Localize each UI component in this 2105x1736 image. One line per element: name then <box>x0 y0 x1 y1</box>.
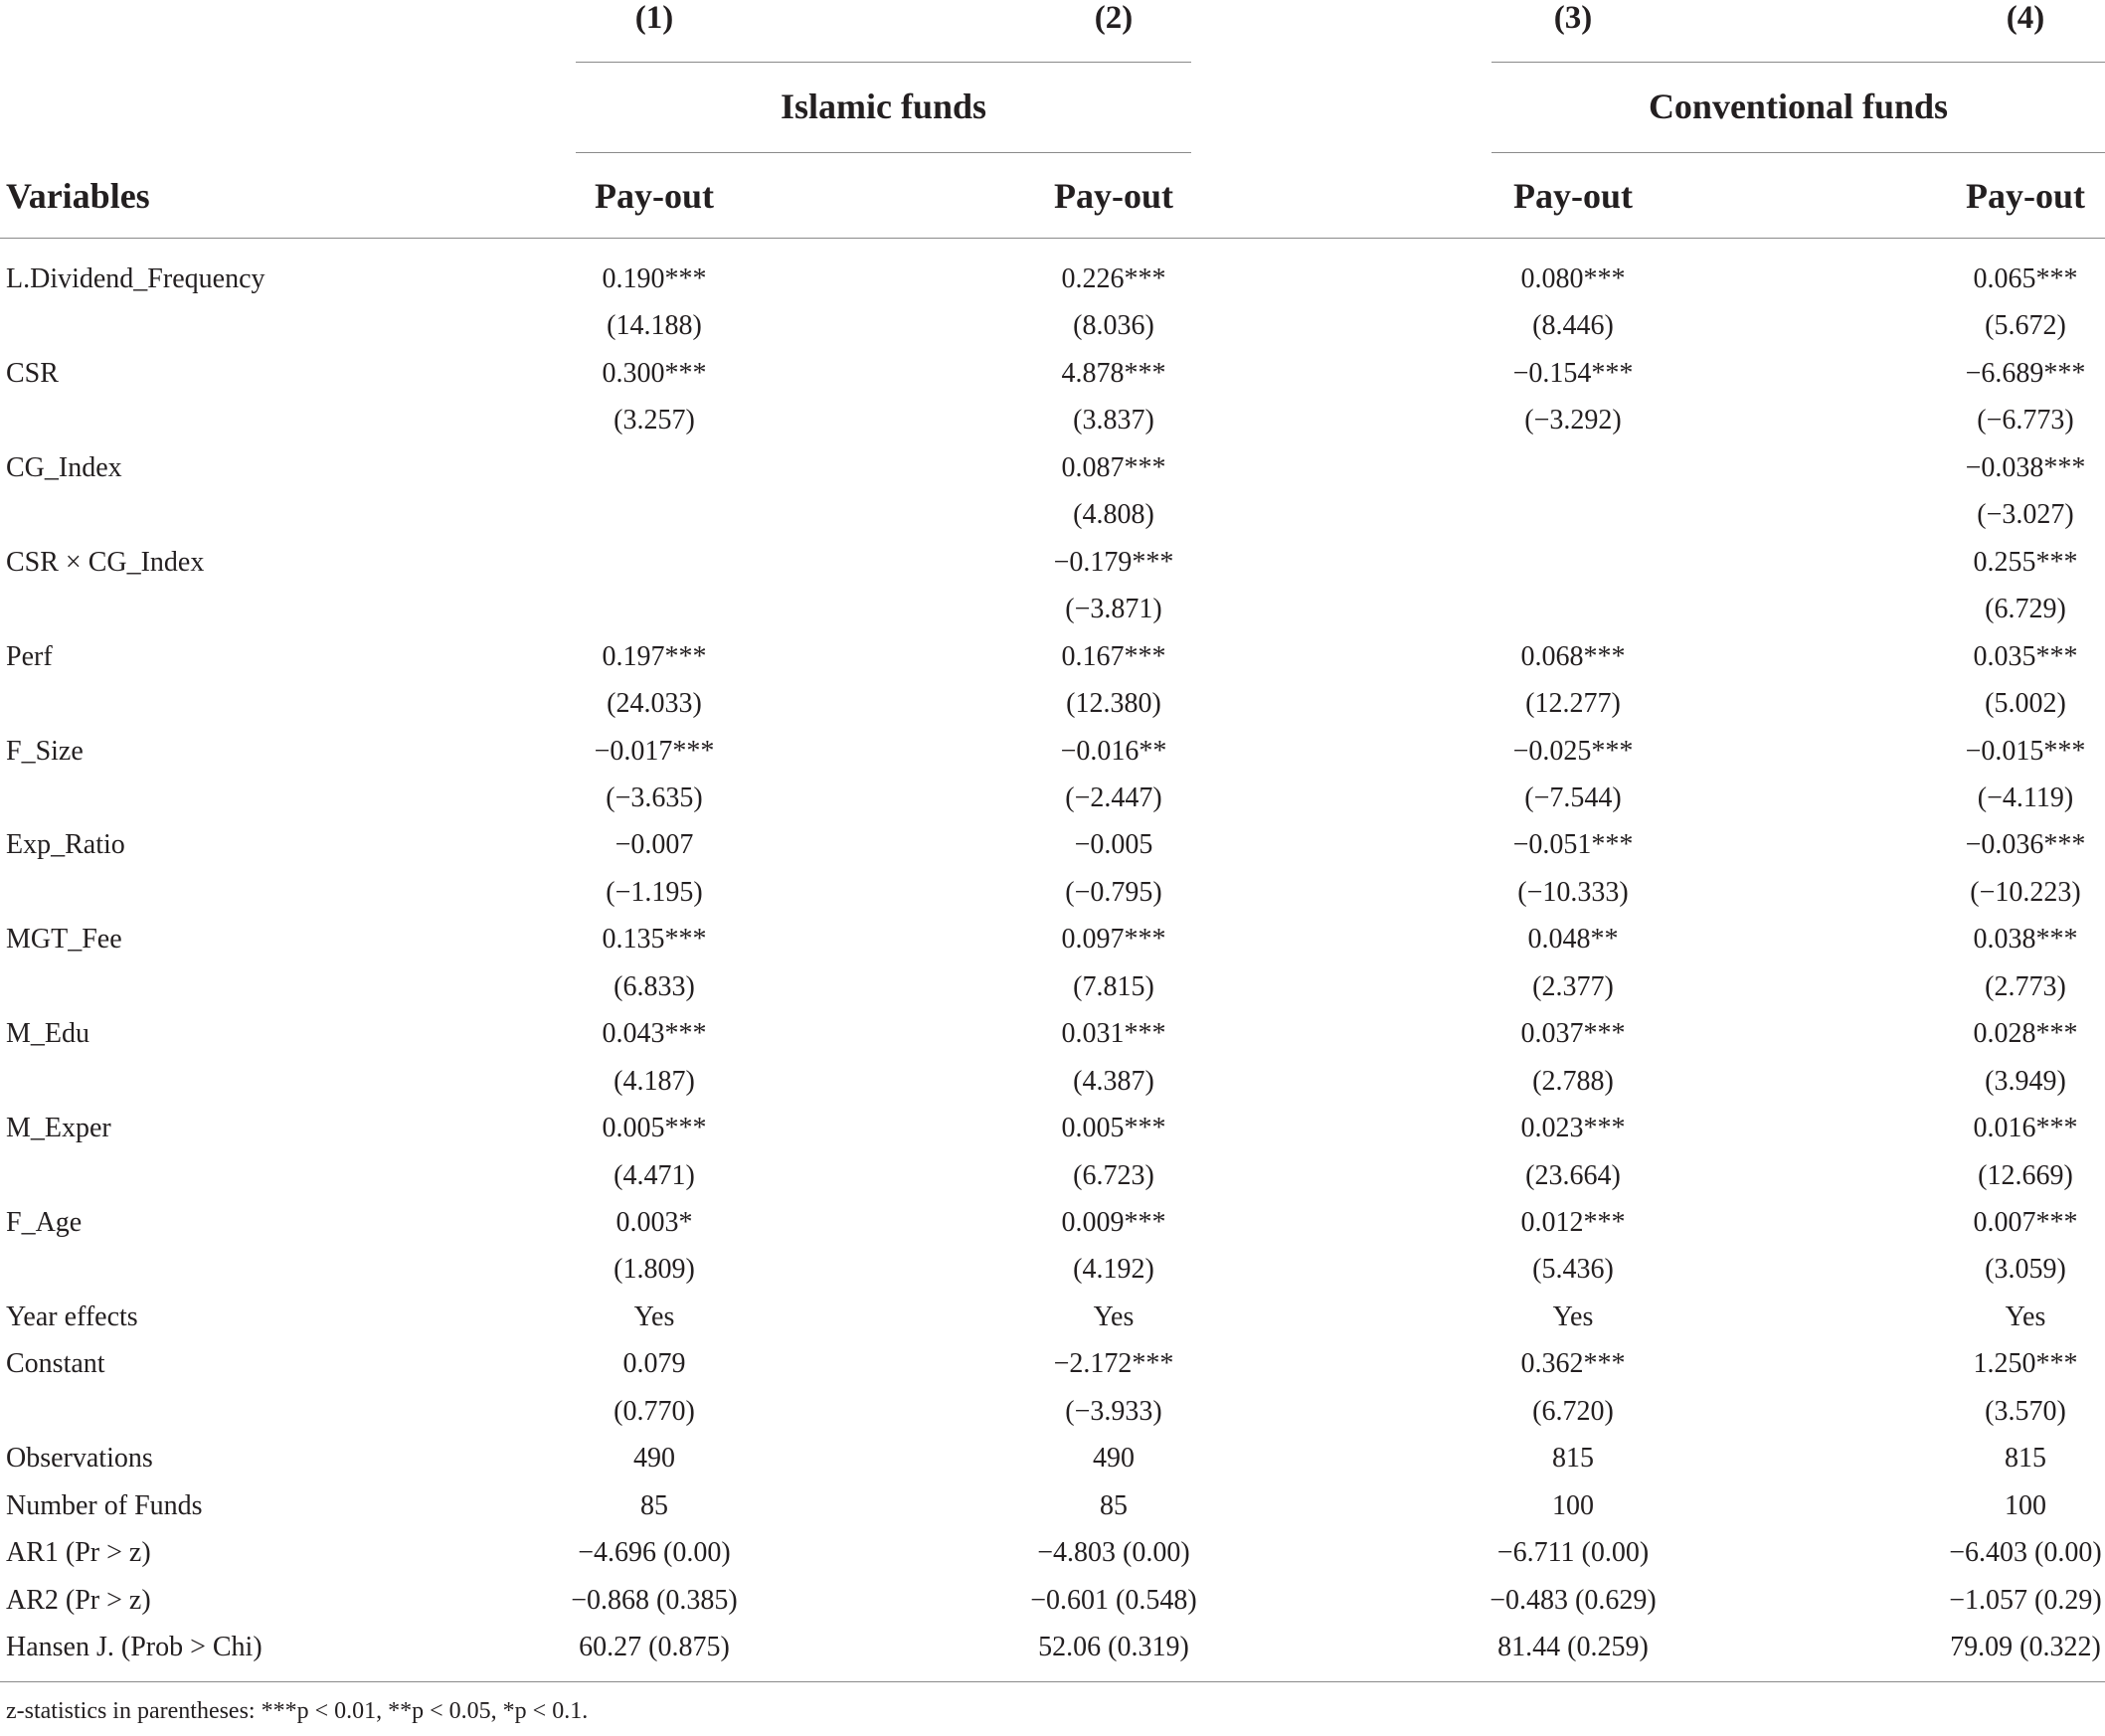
row-value-col-4: 0.016*** <box>1973 1113 2078 1144</box>
row-value-col-1: 0.190*** <box>602 263 707 294</box>
column-number-4: (4) <box>2006 0 2045 36</box>
row-label: Exp_Ratio <box>6 829 125 861</box>
row-label: M_Exper <box>6 1113 111 1144</box>
row-value-col-2: −0.016** <box>1060 735 1167 767</box>
islamic-group-bottom-rule <box>576 152 1191 153</box>
row-value-col-1: 60.27 (0.875) <box>579 1632 730 1663</box>
row-value-col-2: 490 <box>1093 1443 1135 1475</box>
row-value-col-1: (−1.195) <box>606 876 703 908</box>
row-value-col-3: (−10.333) <box>1517 876 1629 908</box>
row-value-col-2: (4.192) <box>1073 1254 1154 1286</box>
row-value-col-4: Yes <box>2005 1301 2046 1332</box>
row-value-col-1: 85 <box>640 1489 668 1521</box>
table-footnote: z-statistics in parentheses: ***p < 0.01, **p < 0.05, *p < 0.1. <box>6 1698 589 1724</box>
row-value-col-2: (4.387) <box>1073 1065 1154 1097</box>
row-label: L.Dividend_Frequency <box>6 263 265 294</box>
row-value-col-2: 52.06 (0.319) <box>1038 1632 1189 1663</box>
row-label: Perf <box>6 640 53 672</box>
row-value-col-4: −6.403 (0.00) <box>1949 1537 2102 1569</box>
conventional-group-bottom-rule <box>1491 152 2105 153</box>
row-value-col-2: 0.009*** <box>1061 1207 1166 1238</box>
row-label: M_Edu <box>6 1018 89 1050</box>
row-value-col-4: 815 <box>2005 1443 2046 1475</box>
row-value-col-3: −0.051*** <box>1512 829 1634 861</box>
row-value-col-1: (1.809) <box>614 1254 695 1286</box>
row-value-col-2: (4.808) <box>1073 499 1154 531</box>
row-value-col-4: (5.672) <box>1985 310 2066 342</box>
row-value-col-3: −6.711 (0.00) <box>1496 1537 1650 1569</box>
row-value-col-2: (−0.795) <box>1065 876 1162 908</box>
row-value-col-1: (24.033) <box>607 688 702 720</box>
row-value-col-4: (−10.223) <box>1970 876 2081 908</box>
row-label: F_Size <box>6 735 84 767</box>
row-value-col-3: −0.483 (0.629) <box>1490 1584 1657 1616</box>
row-value-col-1: 0.043*** <box>602 1018 707 1050</box>
row-value-col-3: (23.664) <box>1525 1159 1621 1191</box>
row-value-col-3: Yes <box>1552 1301 1594 1332</box>
row-label: CSR <box>6 357 59 389</box>
row-value-col-3: −0.154*** <box>1512 357 1634 389</box>
islamic-group-top-rule <box>576 62 1191 63</box>
row-value-col-4: (3.570) <box>1985 1395 2066 1427</box>
row-value-col-3: (5.436) <box>1532 1254 1614 1286</box>
row-value-col-1: −0.868 (0.385) <box>571 1584 738 1616</box>
variables-heading: Variables <box>6 176 150 216</box>
row-value-col-3: 0.362*** <box>1520 1348 1626 1380</box>
dependent-label-1: Pay-out <box>595 176 714 216</box>
row-label: CG_Index <box>6 451 122 483</box>
row-label: Observations <box>6 1443 153 1475</box>
row-value-col-2: −0.005 <box>1074 829 1153 861</box>
row-value-col-2: (−3.933) <box>1065 1395 1162 1427</box>
conventional-group-top-rule <box>1491 62 2105 63</box>
row-value-col-2: (7.815) <box>1073 970 1154 1002</box>
row-value-col-1: 0.300*** <box>602 357 707 389</box>
dependent-label-3: Pay-out <box>1513 176 1633 216</box>
row-value-col-1: 0.003* <box>615 1207 693 1238</box>
row-value-col-3: 81.44 (0.259) <box>1497 1632 1649 1663</box>
row-value-col-4: −0.015*** <box>1965 735 2086 767</box>
group-title-islamic: Islamic funds <box>780 87 987 126</box>
row-value-col-2: −0.179*** <box>1053 546 1174 578</box>
row-value-col-2: 0.097*** <box>1061 924 1166 955</box>
dependent-label-4: Pay-out <box>1966 176 2085 216</box>
row-value-col-4: −1.057 (0.29) <box>1949 1584 2102 1616</box>
row-value-col-3: −0.025*** <box>1512 735 1634 767</box>
row-value-col-1: (−3.635) <box>606 781 703 813</box>
row-value-col-4: 0.035*** <box>1973 640 2078 672</box>
table-bottom-rule <box>0 1681 2105 1682</box>
row-value-col-1: (3.257) <box>614 405 695 436</box>
row-value-col-4: (3.949) <box>1985 1065 2066 1097</box>
row-value-col-4: 79.09 (0.322) <box>1950 1632 2101 1663</box>
row-value-col-1: Yes <box>633 1301 675 1332</box>
row-value-col-4: 1.250*** <box>1973 1348 2078 1380</box>
row-value-col-2: (−2.447) <box>1065 781 1162 813</box>
row-value-col-1: −0.007 <box>614 829 694 861</box>
row-value-col-2: 0.087*** <box>1061 451 1166 483</box>
row-value-col-1: −4.696 (0.00) <box>578 1537 731 1569</box>
row-value-col-2: −4.803 (0.00) <box>1037 1537 1190 1569</box>
row-value-col-4: 0.065*** <box>1973 263 2078 294</box>
row-value-col-2: (−3.871) <box>1065 594 1162 625</box>
row-value-col-4: 0.255*** <box>1973 546 2078 578</box>
row-label: Hansen J. (Prob > Chi) <box>6 1632 263 1663</box>
dependent-label-2: Pay-out <box>1054 176 1173 216</box>
row-value-col-2: 0.167*** <box>1061 640 1166 672</box>
header-bottom-rule <box>0 238 2105 239</box>
row-value-col-3: (12.277) <box>1525 688 1621 720</box>
row-value-col-2: (12.380) <box>1066 688 1161 720</box>
row-value-col-4: (−4.119) <box>1977 781 2074 813</box>
row-value-col-4: (−6.773) <box>1977 405 2074 436</box>
row-value-col-3: 815 <box>1552 1443 1594 1475</box>
row-value-col-2: (8.036) <box>1073 310 1154 342</box>
row-value-col-4: 0.038*** <box>1973 924 2078 955</box>
row-value-col-3: (6.720) <box>1532 1395 1614 1427</box>
row-value-col-1: 0.135*** <box>602 924 707 955</box>
row-value-col-1: 490 <box>633 1443 675 1475</box>
row-label: Constant <box>6 1348 105 1380</box>
row-label: MGT_Fee <box>6 924 122 955</box>
row-value-col-1: (0.770) <box>614 1395 695 1427</box>
row-label: Year effects <box>6 1301 138 1332</box>
row-value-col-3: 0.037*** <box>1520 1018 1626 1050</box>
group-title-conventional: Conventional funds <box>1648 87 1949 126</box>
row-label: F_Age <box>6 1207 83 1238</box>
row-value-col-1: (4.471) <box>614 1159 695 1191</box>
row-value-col-2: (3.837) <box>1073 405 1154 436</box>
row-value-col-3: 0.048** <box>1527 924 1619 955</box>
row-value-col-4: (−3.027) <box>1977 499 2074 531</box>
row-value-col-4: −0.038*** <box>1965 451 2086 483</box>
row-value-col-4: 0.028*** <box>1973 1018 2078 1050</box>
row-label: CSR × CG_Index <box>6 546 205 578</box>
row-value-col-3: 0.068*** <box>1520 640 1626 672</box>
row-value-col-4: −6.689*** <box>1965 357 2086 389</box>
row-label: Number of Funds <box>6 1489 203 1521</box>
row-value-col-4: (12.669) <box>1978 1159 2073 1191</box>
row-value-col-2: −0.601 (0.548) <box>1030 1584 1197 1616</box>
row-value-col-2: Yes <box>1093 1301 1135 1332</box>
row-value-col-2: −2.172*** <box>1053 1348 1174 1380</box>
row-value-col-2: 85 <box>1100 1489 1128 1521</box>
row-value-col-3: (2.377) <box>1532 970 1614 1002</box>
row-value-col-3: 0.080*** <box>1520 263 1626 294</box>
row-value-col-4: (2.773) <box>1985 970 2066 1002</box>
row-value-col-3: (−3.292) <box>1524 405 1622 436</box>
row-value-col-3: 100 <box>1552 1489 1594 1521</box>
row-value-col-3: 0.012*** <box>1520 1207 1626 1238</box>
row-value-col-2: 0.031*** <box>1061 1018 1166 1050</box>
row-value-col-1: (6.833) <box>614 970 695 1002</box>
row-value-col-1: −0.017*** <box>594 735 715 767</box>
column-number-2: (2) <box>1094 0 1134 36</box>
row-value-col-3: 0.023*** <box>1520 1113 1626 1144</box>
column-number-3: (3) <box>1553 0 1593 36</box>
row-value-col-3: (2.788) <box>1532 1065 1614 1097</box>
row-value-col-4: 0.007*** <box>1973 1207 2078 1238</box>
row-label: AR2 (Pr > z) <box>6 1584 151 1616</box>
row-value-col-1: 0.079 <box>622 1348 686 1380</box>
row-value-col-1: 0.197*** <box>602 640 707 672</box>
row-value-col-2: 0.005*** <box>1061 1113 1166 1144</box>
row-value-col-4: (3.059) <box>1985 1254 2066 1286</box>
row-value-col-4: −0.036*** <box>1965 829 2086 861</box>
row-label: AR1 (Pr > z) <box>6 1537 151 1569</box>
row-value-col-4: (5.002) <box>1985 688 2066 720</box>
row-value-col-3: (−7.544) <box>1524 781 1622 813</box>
row-value-col-3: (8.446) <box>1532 310 1614 342</box>
row-value-col-1: (14.188) <box>607 310 702 342</box>
row-value-col-1: 0.005*** <box>602 1113 707 1144</box>
row-value-col-4: 100 <box>2005 1489 2046 1521</box>
row-value-col-1: (4.187) <box>614 1065 695 1097</box>
row-value-col-4: (6.729) <box>1985 594 2066 625</box>
column-number-1: (1) <box>634 0 674 36</box>
row-value-col-2: 0.226*** <box>1061 263 1166 294</box>
row-value-col-2: (6.723) <box>1073 1159 1154 1191</box>
row-value-col-2: 4.878*** <box>1061 357 1166 389</box>
